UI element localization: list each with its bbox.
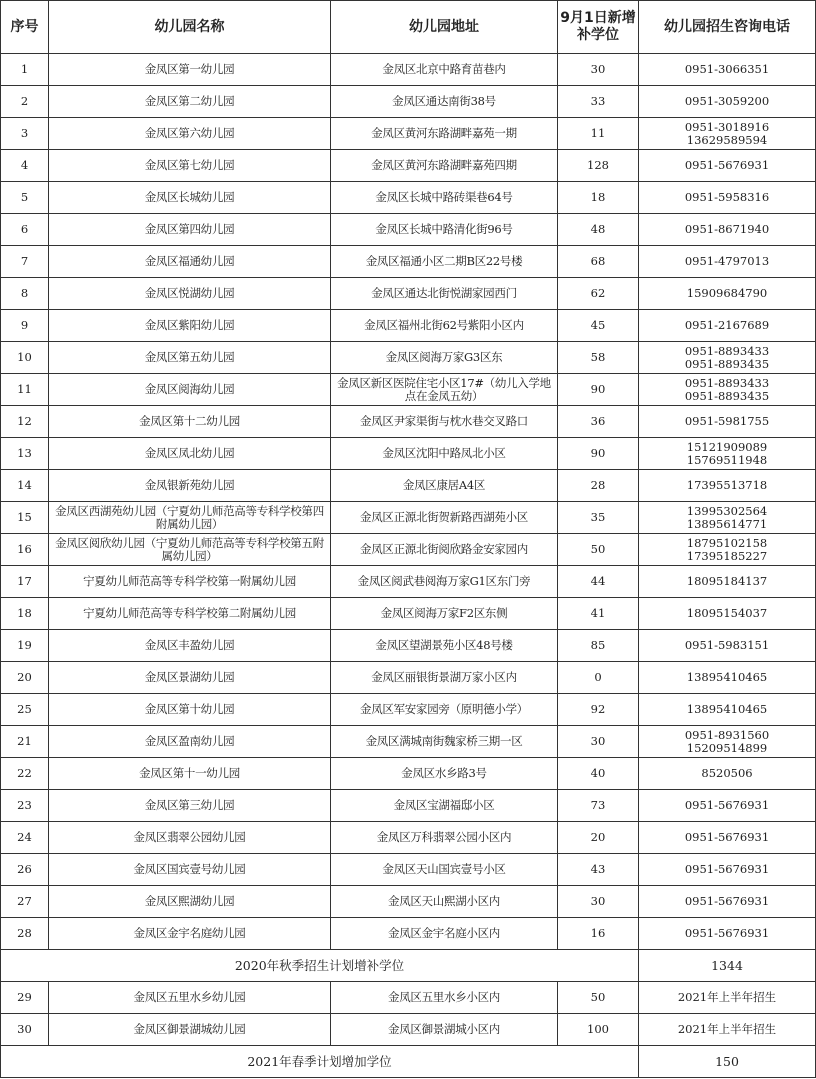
row-address: 金凤区阅海万家G3区东 [331,342,558,374]
row-serial: 1 [1,54,49,86]
table-header-row [1,1,816,54]
row-address: 金凤区北京中路育苗巷内 [331,54,558,86]
row-address: 金凤区正源北街贺新路西湖苑小区 [331,502,558,534]
row-phone: 0951-5983151 [639,630,816,662]
row-serial: 12 [1,406,49,438]
row-phone: 0951-3059200 [639,86,816,118]
row-kindergarten-name: 金凤区第十一幼儿园 [49,758,331,790]
table-row [1,310,816,342]
row-serial: 7 [1,246,49,278]
row-serial: 15 [1,502,49,534]
row-address: 金凤区长城中路清化街96号 [331,214,558,246]
row-seats: 62 [558,278,639,310]
autumn-summary-label: 2020年秋季招生计划增补学位 [1,950,639,982]
row-kindergarten-name: 金凤区第七幼儿园 [49,150,331,182]
row-address: 金凤区御景湖城小区内 [331,1014,558,1046]
row-phone: 0951-5676931 [639,790,816,822]
row-seats: 28 [558,470,639,502]
table-row [1,982,816,1014]
spring-summary-label: 2021年春季计划增加学位 [1,1046,639,1078]
row-address: 金凤区万科翡翠公园小区内 [331,822,558,854]
row-address: 金凤区军安家园旁（原明德小学） [331,694,558,726]
row-address: 金凤区金宇名庭小区内 [331,918,558,950]
row-kindergarten-name: 金凤区丰盈幼儿园 [49,630,331,662]
row-seats: 35 [558,502,639,534]
row-phone: 18095184137 [639,566,816,598]
table-row [1,86,816,118]
row-address: 金凤区黄河东路湖畔嘉苑四期 [331,150,558,182]
row-phone: 15121909089 15769511948 [639,438,816,470]
row-serial: 24 [1,822,49,854]
row-kindergarten-name: 金凤区长城幼儿园 [49,182,331,214]
row-kindergarten-name: 宁夏幼儿师范高等专科学校第一附属幼儿园 [49,566,331,598]
row-seats: 30 [558,54,639,86]
row-serial: 28 [1,918,49,950]
row-kindergarten-name: 金凤区御景湖城幼儿园 [49,1014,331,1046]
table-row [1,758,816,790]
row-address: 金凤区丽银街景湖万家小区内 [331,662,558,694]
row-seats: 40 [558,758,639,790]
table-row [1,246,816,278]
row-address: 金凤区望湖景苑小区48号楼 [331,630,558,662]
row-address: 金凤区黄河东路湖畔嘉苑一期 [331,118,558,150]
row-serial: 29 [1,982,49,1014]
row-serial: 2 [1,86,49,118]
row-phone: 0951-3066351 [639,54,816,86]
row-address: 金凤区天山国宾壹号小区 [331,854,558,886]
spring-summary-value: 150 [639,1046,816,1078]
row-seats: 50 [558,534,639,566]
header-name: 幼儿园名称 [49,1,331,54]
row-serial: 23 [1,790,49,822]
row-address: 金凤区新区医院住宅小区17#（幼儿入学地点在金凤五幼） [331,374,558,406]
row-seats: 30 [558,726,639,758]
row-serial: 18 [1,598,49,630]
row-phone: 13995302564 13895614771 [639,502,816,534]
row-seats: 85 [558,630,639,662]
row-address: 金凤区宝湖福邸小区 [331,790,558,822]
row-phone: 0951-8893433 0951-8893435 [639,374,816,406]
header-address: 幼儿园地址 [331,1,558,54]
row-seats: 90 [558,374,639,406]
row-kindergarten-name: 金凤区翡翠公园幼儿园 [49,822,331,854]
row-phone: 13895410465 [639,662,816,694]
row-serial: 27 [1,886,49,918]
row-seats: 33 [558,86,639,118]
spring-summary [1,1046,816,1078]
row-kindergarten-name: 金凤区阅海幼儿园 [49,374,331,406]
row-phone: 18795102158 17395185227 [639,534,816,566]
row-kindergarten-name: 金凤区景湖幼儿园 [49,662,331,694]
row-serial: 20 [1,662,49,694]
row-address: 金凤区水乡路3号 [331,758,558,790]
row-phone: 18095154037 [639,598,816,630]
row-kindergarten-name: 金凤区阅欣幼儿园（宁夏幼儿师范高等专科学校第五附属幼儿园） [49,534,331,566]
row-seats: 16 [558,918,639,950]
row-kindergarten-name: 金凤区第六幼儿园 [49,118,331,150]
row-kindergarten-name: 金凤区紫阳幼儿园 [49,310,331,342]
row-address: 金凤区福州北街62号紫阳小区内 [331,310,558,342]
row-kindergarten-name: 金凤区熙湖幼儿园 [49,886,331,918]
row-phone: 0951-5958316 [639,182,816,214]
table-row [1,566,816,598]
row-kindergarten-name: 金凤区第三幼儿园 [49,790,331,822]
table-row [1,790,816,822]
row-seats: 50 [558,982,639,1014]
table-row [1,534,816,566]
row-serial: 22 [1,758,49,790]
table-row [1,630,816,662]
row-seats: 20 [558,822,639,854]
row-address: 金凤区长城中路砖渠巷64号 [331,182,558,214]
row-seats: 68 [558,246,639,278]
row-phone: 0951-5676931 [639,918,816,950]
row-address: 金凤区正源北街阅欣路金安家园内 [331,534,558,566]
row-kindergarten-name: 金凤区福通幼儿园 [49,246,331,278]
row-serial: 3 [1,118,49,150]
row-seats: 48 [558,214,639,246]
row-address: 金凤区康居A4区 [331,470,558,502]
row-address: 金凤区天山熙湖小区内 [331,886,558,918]
header-phone: 幼儿园招生咨询电话 [639,1,816,54]
row-seats: 43 [558,854,639,886]
table-row [1,150,816,182]
row-kindergarten-name: 金凤区西湖苑幼儿园（宁夏幼儿师范高等专科学校第四附属幼儿园） [49,502,331,534]
row-phone: 0951-5676931 [639,854,816,886]
row-phone: 0951-4797013 [639,246,816,278]
row-address: 金凤区五里水乡小区内 [331,982,558,1014]
row-address: 金凤区阅武巷阅海万家G1区东门旁 [331,566,558,598]
table-body [1,54,816,1078]
table-row [1,598,816,630]
row-seats: 90 [558,438,639,470]
row-phone: 0951-8671940 [639,214,816,246]
table-row [1,118,816,150]
row-kindergarten-name: 金凤区国宾壹号幼儿园 [49,854,331,886]
row-serial: 17 [1,566,49,598]
row-seats: 92 [558,694,639,726]
row-phone: 17395513718 [639,470,816,502]
row-phone: 13895410465 [639,694,816,726]
row-kindergarten-name: 金凤区凤北幼儿园 [49,438,331,470]
row-serial: 16 [1,534,49,566]
table-row [1,342,816,374]
row-phone: 2021年上半年招生 [639,1014,816,1046]
table-row [1,822,816,854]
row-phone: 0951-8931560 15209514899 [639,726,816,758]
row-address: 金凤区沈阳中路凤北小区 [331,438,558,470]
row-seats: 30 [558,886,639,918]
row-seats: 0 [558,662,639,694]
row-address: 金凤区尹家渠街与枕水巷交叉路口 [331,406,558,438]
row-kindergarten-name: 金凤区第一幼儿园 [49,54,331,86]
row-serial: 6 [1,214,49,246]
row-phone: 0951-5676931 [639,886,816,918]
row-phone: 0951-5676931 [639,822,816,854]
row-seats: 45 [558,310,639,342]
row-kindergarten-name: 金凤区第二幼儿园 [49,86,331,118]
row-phone: 0951-2167689 [639,310,816,342]
table-row [1,54,816,86]
table-row [1,662,816,694]
row-kindergarten-name: 金凤区第五幼儿园 [49,342,331,374]
row-address: 金凤区阅海万家F2区东侧 [331,598,558,630]
row-kindergarten-name: 金凤区五里水乡幼儿园 [49,982,331,1014]
row-kindergarten-name: 宁夏幼儿师范高等专科学校第二附属幼儿园 [49,598,331,630]
row-seats: 18 [558,182,639,214]
row-address: 金凤区通达南街38号 [331,86,558,118]
row-phone: 0951-8893433 0951-8893435 [639,342,816,374]
row-phone: 0951-5676931 [639,150,816,182]
row-seats: 44 [558,566,639,598]
header-serial: 序号 [1,1,49,54]
table-row [1,470,816,502]
table-row [1,854,816,886]
table-row [1,214,816,246]
row-kindergarten-name: 金凤区第十二幼儿园 [49,406,331,438]
row-serial: 9 [1,310,49,342]
row-serial: 13 [1,438,49,470]
table-row [1,438,816,470]
table-row [1,502,816,534]
row-phone: 2021年上半年招生 [639,982,816,1014]
row-address: 金凤区满城南街魏家桥三期一区 [331,726,558,758]
row-kindergarten-name: 金凤银新苑幼儿园 [49,470,331,502]
row-serial: 10 [1,342,49,374]
row-serial: 5 [1,182,49,214]
row-seats: 36 [558,406,639,438]
row-serial: 26 [1,854,49,886]
row-seats: 100 [558,1014,639,1046]
row-phone: 0951-3018916 13629589594 [639,118,816,150]
table-row [1,694,816,726]
row-serial: 21 [1,726,49,758]
row-seats: 58 [558,342,639,374]
row-serial: 14 [1,470,49,502]
row-kindergarten-name: 金凤区第十幼儿园 [49,694,331,726]
row-address: 金凤区福通小区二期B区22号楼 [331,246,558,278]
row-phone: 0951-5981755 [639,406,816,438]
row-kindergarten-name: 金凤区第四幼儿园 [49,214,331,246]
row-kindergarten-name: 金凤区盈南幼儿园 [49,726,331,758]
row-serial: 8 [1,278,49,310]
autumn-summary-value: 1344 [639,950,816,982]
autumn-summary [1,950,816,982]
header-seats: 9月1日新增补学位 [558,1,639,54]
table-row [1,278,816,310]
row-kindergarten-name: 金凤区悦湖幼儿园 [49,278,331,310]
table-row [1,1014,816,1046]
table-row [1,918,816,950]
row-phone: 15909684790 [639,278,816,310]
row-kindergarten-name: 金凤区金宇名庭幼儿园 [49,918,331,950]
row-serial: 11 [1,374,49,406]
table-row [1,374,816,406]
table-row [1,182,816,214]
table-row [1,406,816,438]
row-serial: 19 [1,630,49,662]
row-address: 金凤区通达北街悦湖家园西门 [331,278,558,310]
row-seats: 41 [558,598,639,630]
row-seats: 128 [558,150,639,182]
row-serial: 4 [1,150,49,182]
table-row [1,886,816,918]
table-row [1,726,816,758]
row-serial: 25 [1,694,49,726]
row-seats: 73 [558,790,639,822]
row-seats: 11 [558,118,639,150]
row-phone: 8520506 [639,758,816,790]
row-serial: 30 [1,1014,49,1046]
